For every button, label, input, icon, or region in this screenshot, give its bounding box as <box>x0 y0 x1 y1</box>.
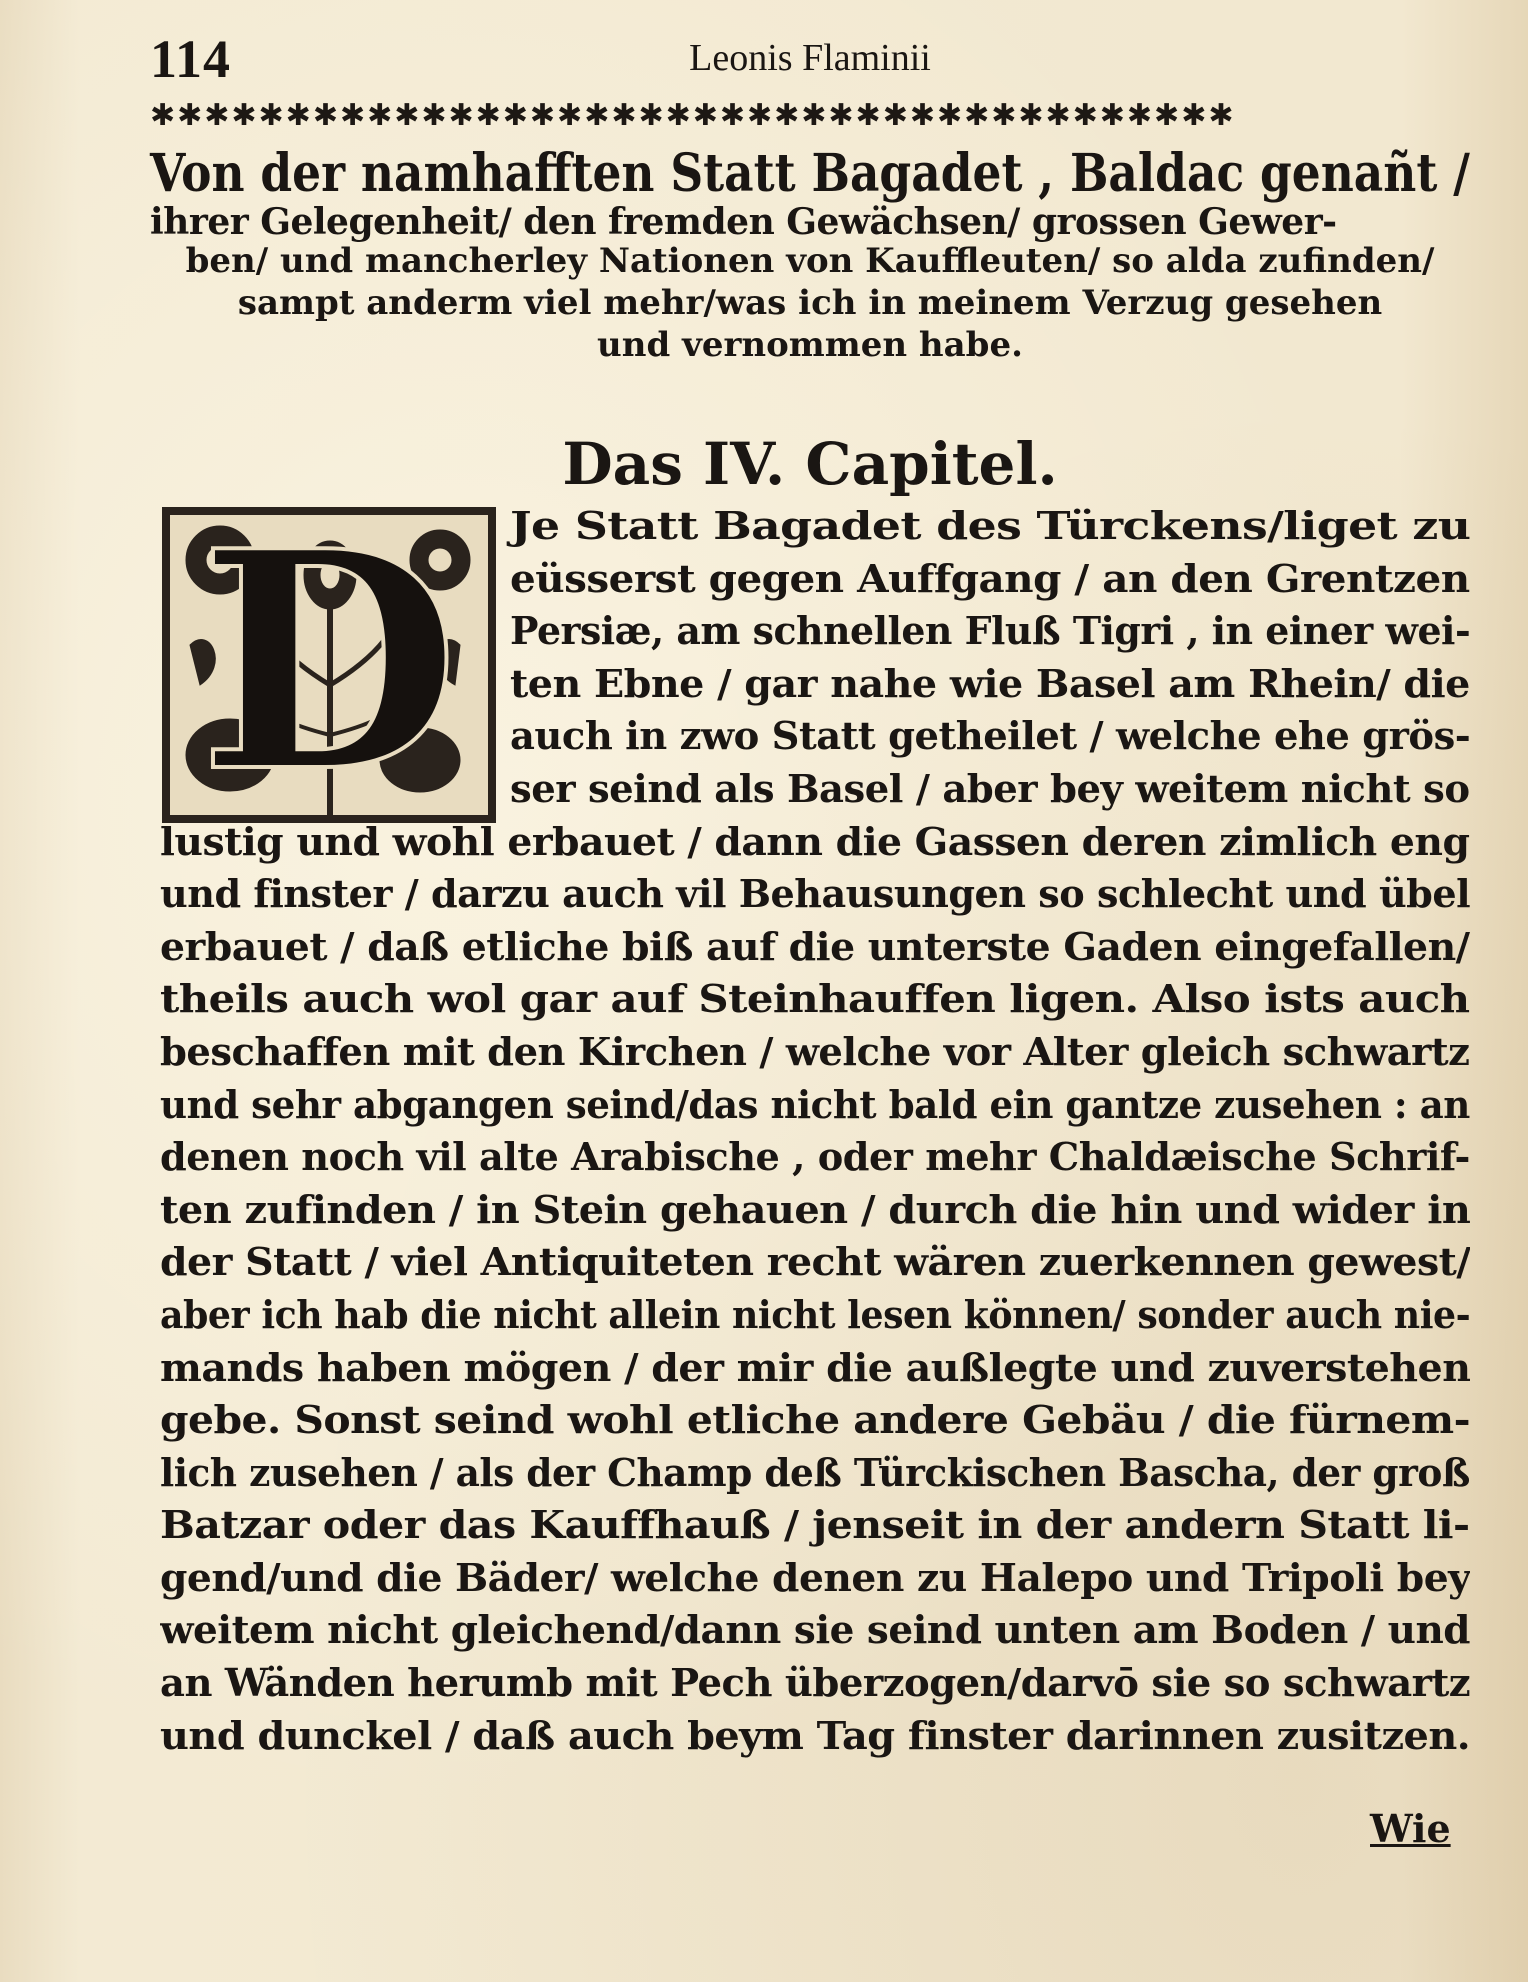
body-line: weitem nicht gleichend/dann sie seind unten am Boden / und <box>160 1607 1470 1653</box>
body-line: auch in zwo Statt getheilet / welche ehe grös- <box>510 713 1470 759</box>
body-line: ten zufinden / in Stein gehauen / durch die hin und wider in <box>160 1186 1470 1232</box>
page-header <box>150 28 1470 98</box>
ornament-divider: ✱✱✱✱✱✱✱✱✱✱✱✱✱✱✱✱✱✱✱✱✱✱✱✱✱✱✱✱✱✱✱✱✱✱✱✱✱✱✱✱ <box>150 98 1236 133</box>
body-line: ser seind als Basel / aber bey weitem nicht so <box>510 765 1470 811</box>
heading-line: ben/ und mancherley Nationen von Kauffleuten/ so alda zufinden/ <box>185 241 1435 281</box>
body-line: erbauet / daß etliche biß auf die unterste Gaden eingefallen/ <box>160 923 1470 969</box>
body-line: lich zusehen / als der Champ deß Türckischen Bascha, der groß <box>160 1449 1470 1495</box>
body-line: Batzar oder das Kauffhauß / jenseit in der andern Statt li- <box>160 1502 1470 1548</box>
body-line: Persiæ, am schnellen Fluß Tigri , in einer wei- <box>510 608 1470 654</box>
body-line: denen noch vil alte Arabische , oder mehr Chaldæische Schrif- <box>160 1134 1470 1180</box>
drop-cap-letter: D <box>198 505 460 825</box>
heading-line: ihrer Gelegenheit/ den fremden Gewächsen/ grossen Gewer- <box>150 201 1337 243</box>
body-line: der Statt / viel Antiquiteten recht wären zuerkennen gewest/ <box>160 1239 1470 1285</box>
running-head: Leonis Flaminii <box>689 37 931 79</box>
heading-line: Von der namhafften Statt Bagadet , Baldac genañt / <box>150 143 1470 204</box>
body-line: aber ich hab die nicht allein nicht lesen können/ sonder auch nie- <box>160 1291 1470 1337</box>
heading-line: sampt anderm viel mehr/was ich in meinem Verzug gesehen <box>237 283 1383 323</box>
body-line: und finster / darzu auch vil Behausungen so schlecht und übel <box>160 871 1470 917</box>
body-line: eüsserst gegen Auffgang / an den Grentzen <box>510 555 1470 601</box>
body-line: ten Ebne / gar nahe wie Basel am Rhein/ die <box>510 660 1470 706</box>
body-line: gebe. Sonst seind wohl etliche andere Gebäu / die fürnem- <box>160 1397 1470 1443</box>
body-line: Je Statt Bagadet des Türckens/liget zu <box>510 503 1470 548</box>
body-line: beschaffen mit den Kirchen / welche vor Alter gleich schwartz <box>160 1028 1470 1074</box>
body-line: mands haben mögen / der mir die außlegte und zuverstehen <box>160 1344 1470 1390</box>
body-line: und sehr abgangen seind/das nicht bald ein gantze zusehen : an <box>160 1081 1470 1127</box>
body-line: lustig und wohl erbauet / dann die Gassen deren zimlich eng <box>160 818 1470 864</box>
page-number: 114 <box>150 29 232 89</box>
body-line: an Wänden herumb mit Pech überzogen/darvō sie so schwartz <box>160 1660 1470 1706</box>
catchword: Wie <box>1370 1806 1451 1851</box>
body-line: theils auch wol gar auf Steinhauffen ligen. Also ists auch <box>160 976 1470 1022</box>
body-line: gend/und die Bäder/ welche denen zu Halepo und Tripoli bey <box>160 1554 1470 1600</box>
body-line: und dunckel / daß auch beym Tag finster darinnen zusitzen. <box>160 1712 1470 1758</box>
body-text <box>160 500 1470 1762</box>
heading-line: und vernommen habe. <box>597 325 1023 365</box>
chapter-heading <box>150 143 1470 370</box>
chapter-title: Das IV. Capitel. <box>562 430 1058 498</box>
